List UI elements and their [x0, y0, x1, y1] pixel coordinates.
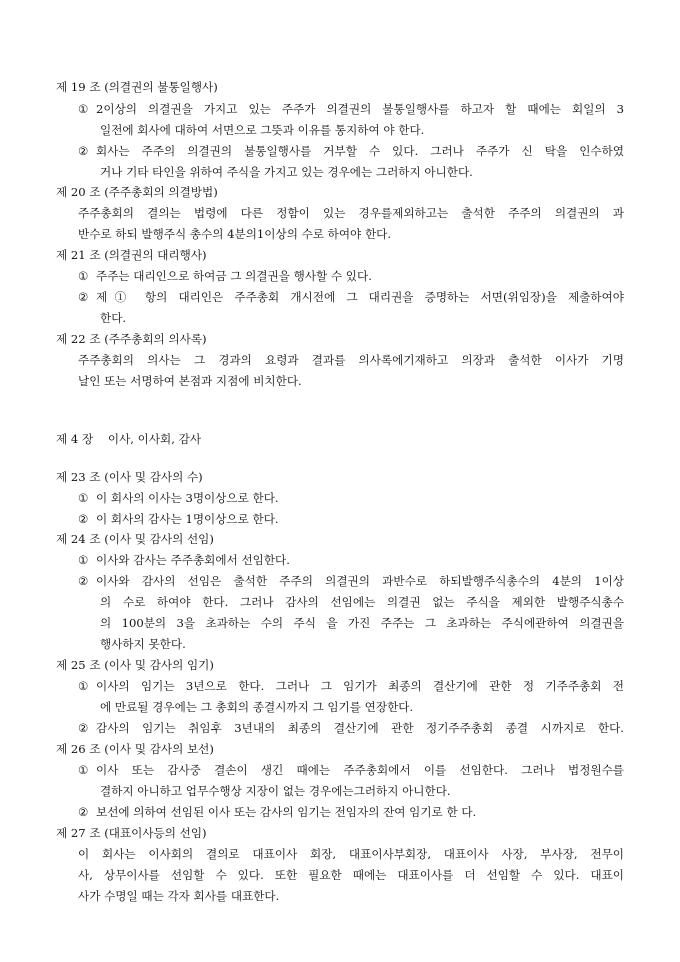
item-text: 이 회사의 이사는 3명이상으로 한다.: [96, 491, 279, 505]
item-number: ①: [78, 679, 89, 693]
article-24-item-1: [78, 550, 290, 570]
item-text: 이사 또는 감사중 결손이 생긴 때에는 주주총회에서 이를 선임한다. 그러나 법정원수를: [96, 763, 624, 777]
article-25-heading: 제 25 조 (이사 및 감사의 임기): [56, 658, 214, 672]
article-24-item-2-cont-1: 의 수로 하여야 한다. 그러나 감사의 선임에는 의결권 없는 주식을 제외한 발행주식총수: [100, 595, 624, 609]
item-text: 회사는 주주의 의결권의 불통일행사를 거부할 수 있다. 그러나 주주가 신 탁을 인수하였: [96, 144, 624, 158]
article-26-item-1-cont: 결하지 아니하고 업무수행상 지장이 없는 경우에는그러하지 아니한다.: [100, 784, 451, 798]
item-text: 이사와 감사는 주주총회에서 선임한다.: [96, 553, 290, 567]
article-26-item-1: [78, 760, 624, 780]
item-text: 감사의 임기는 취임후 3년내의 최종의 결산기에 관한 정기주주총회 종결 시까지로 한다.: [96, 721, 624, 735]
item-text: 제① 항의 대리인은 주주총회 개시전에 그 대리권을 증명하는 서면(위임장)을 제출하여야: [96, 290, 624, 304]
item-number: ②: [78, 144, 89, 158]
article-27-heading: 제 27 조 (대표이사등의 선임): [56, 826, 207, 840]
item-text: 이사의 임기는 3년으로 한다. 그러나 그 임기가 최종의 결산기에 관한 정 기주주총회 전: [96, 679, 624, 693]
article-21-heading: 제 21 조 (의결권의 대리행사): [56, 248, 207, 262]
item-number: ②: [78, 290, 89, 304]
article-22-text-line-2: 날인 또는 서명하여 본점과 지점에 비치한다.: [78, 374, 302, 388]
article-23-item-2: [78, 509, 279, 529]
article-26-item-2: [78, 802, 476, 822]
article-19-item-2-cont: 거나 기타 타인을 위하여 주식을 가지고 있는 경우에는 그러하지 아니한다.: [100, 165, 473, 179]
item-number: ①: [78, 269, 89, 283]
item-text: 2이상의 의결권을 가지고 있는 주주가 의결권의 불통일행사를 하고자 할 때에는 회일의 3: [96, 102, 624, 116]
item-number: ①: [78, 553, 89, 567]
article-20-text-line-2: 반수로 하되 발행주식 총수의 4분의1이상의 수로 하여야 한다.: [78, 227, 392, 241]
article-27-text-line-1: 이 회사는 이사회의 결의로 대표이사 회장, 대표이사부회장, 대표이사 사장, 부사장, 전무이: [78, 847, 624, 861]
item-number: ①: [78, 491, 89, 505]
article-23-item-1: [78, 488, 279, 508]
article-24-item-2-cont-2: 의 100분의 3을 초과하는 수의 주식 을 가진 주주는 그 초과하는 주식에관하여 의결권을: [100, 616, 624, 630]
article-21-item-2-cont: 한다.: [100, 311, 127, 325]
item-number: ②: [78, 512, 89, 526]
article-23-heading: 제 23 조 (이사 및 감사의 수): [56, 470, 203, 484]
item-number: ②: [78, 805, 89, 819]
article-25-item-1: [78, 676, 624, 696]
item-text: 주주는 대리인으로 하여금 그 의결권을 행사할 수 있다.: [96, 269, 372, 283]
article-24-heading: 제 24 조 (이사 및 감사의 선임): [56, 532, 214, 546]
article-22-text-line-1: 주주총회의 의사는 그 경과의 요령과 결과를 의사록에기재하고 의장과 출석한 이사가 기명: [78, 353, 624, 367]
item-text: 보선에 의하여 선임된 이사 또는 감사의 임기는 전임자의 잔여 임기로 한 다.: [96, 805, 477, 819]
item-number: ①: [78, 102, 89, 116]
article-20-heading: 제 20 조 (주주총회의 의결방법): [56, 185, 218, 199]
item-number: ①: [78, 763, 89, 777]
article-26-heading: 제 26 조 (이사 및 감사의 보선): [56, 742, 214, 756]
article-24-item-2-cont-3: 행사하지 못한다.: [100, 637, 186, 651]
article-25-item-2: [78, 718, 624, 738]
item-number: ②: [78, 721, 89, 735]
item-text: 이사와 감사의 선임은 출석한 주주의 의결권의 과반수로 하되발행주식총수의 4분의 1이상: [96, 574, 624, 588]
article-27-text-line-2: 사, 상무이사를 선임할 수 있다. 또한 필요한 때에는 대표이사를 더 선임할 수 있다. 대표이: [78, 868, 624, 882]
article-19-item-1: [78, 99, 624, 119]
article-24-item-2: [78, 571, 624, 591]
item-text: 이 회사의 감사는 1명이상으로 한다.: [96, 512, 279, 526]
article-19-item-1-cont: 일전에 회사에 대하여 서면으로 그뜻과 이유를 통지하여 야 한다.: [100, 123, 425, 137]
article-19-heading: 제 19 조 (의결권의 불통일행사): [56, 80, 218, 94]
article-21-item-1: [78, 266, 372, 286]
article-19-item-2: [78, 141, 624, 161]
article-22-heading: 제 22 조 (주주총회의 의사록): [56, 332, 207, 346]
article-27-text-line-3: 사가 수명일 때는 각자 회사를 대표한다.: [78, 889, 280, 903]
article-21-item-2: [78, 287, 624, 307]
article-20-text-line-1: 주주총회의 결의는 법령에 다른 정함이 있는 경우를제외하고는 출석한 주주의 의결권의 과: [78, 206, 624, 220]
chapter-4-heading: 제 4 장 이사, 이사회, 감사: [56, 432, 202, 446]
article-25-item-1-cont: 에 만료될 경우에는 그 총회의 종결시까지 그 임기를 연장한다.: [100, 700, 414, 714]
item-number: ②: [78, 574, 89, 588]
